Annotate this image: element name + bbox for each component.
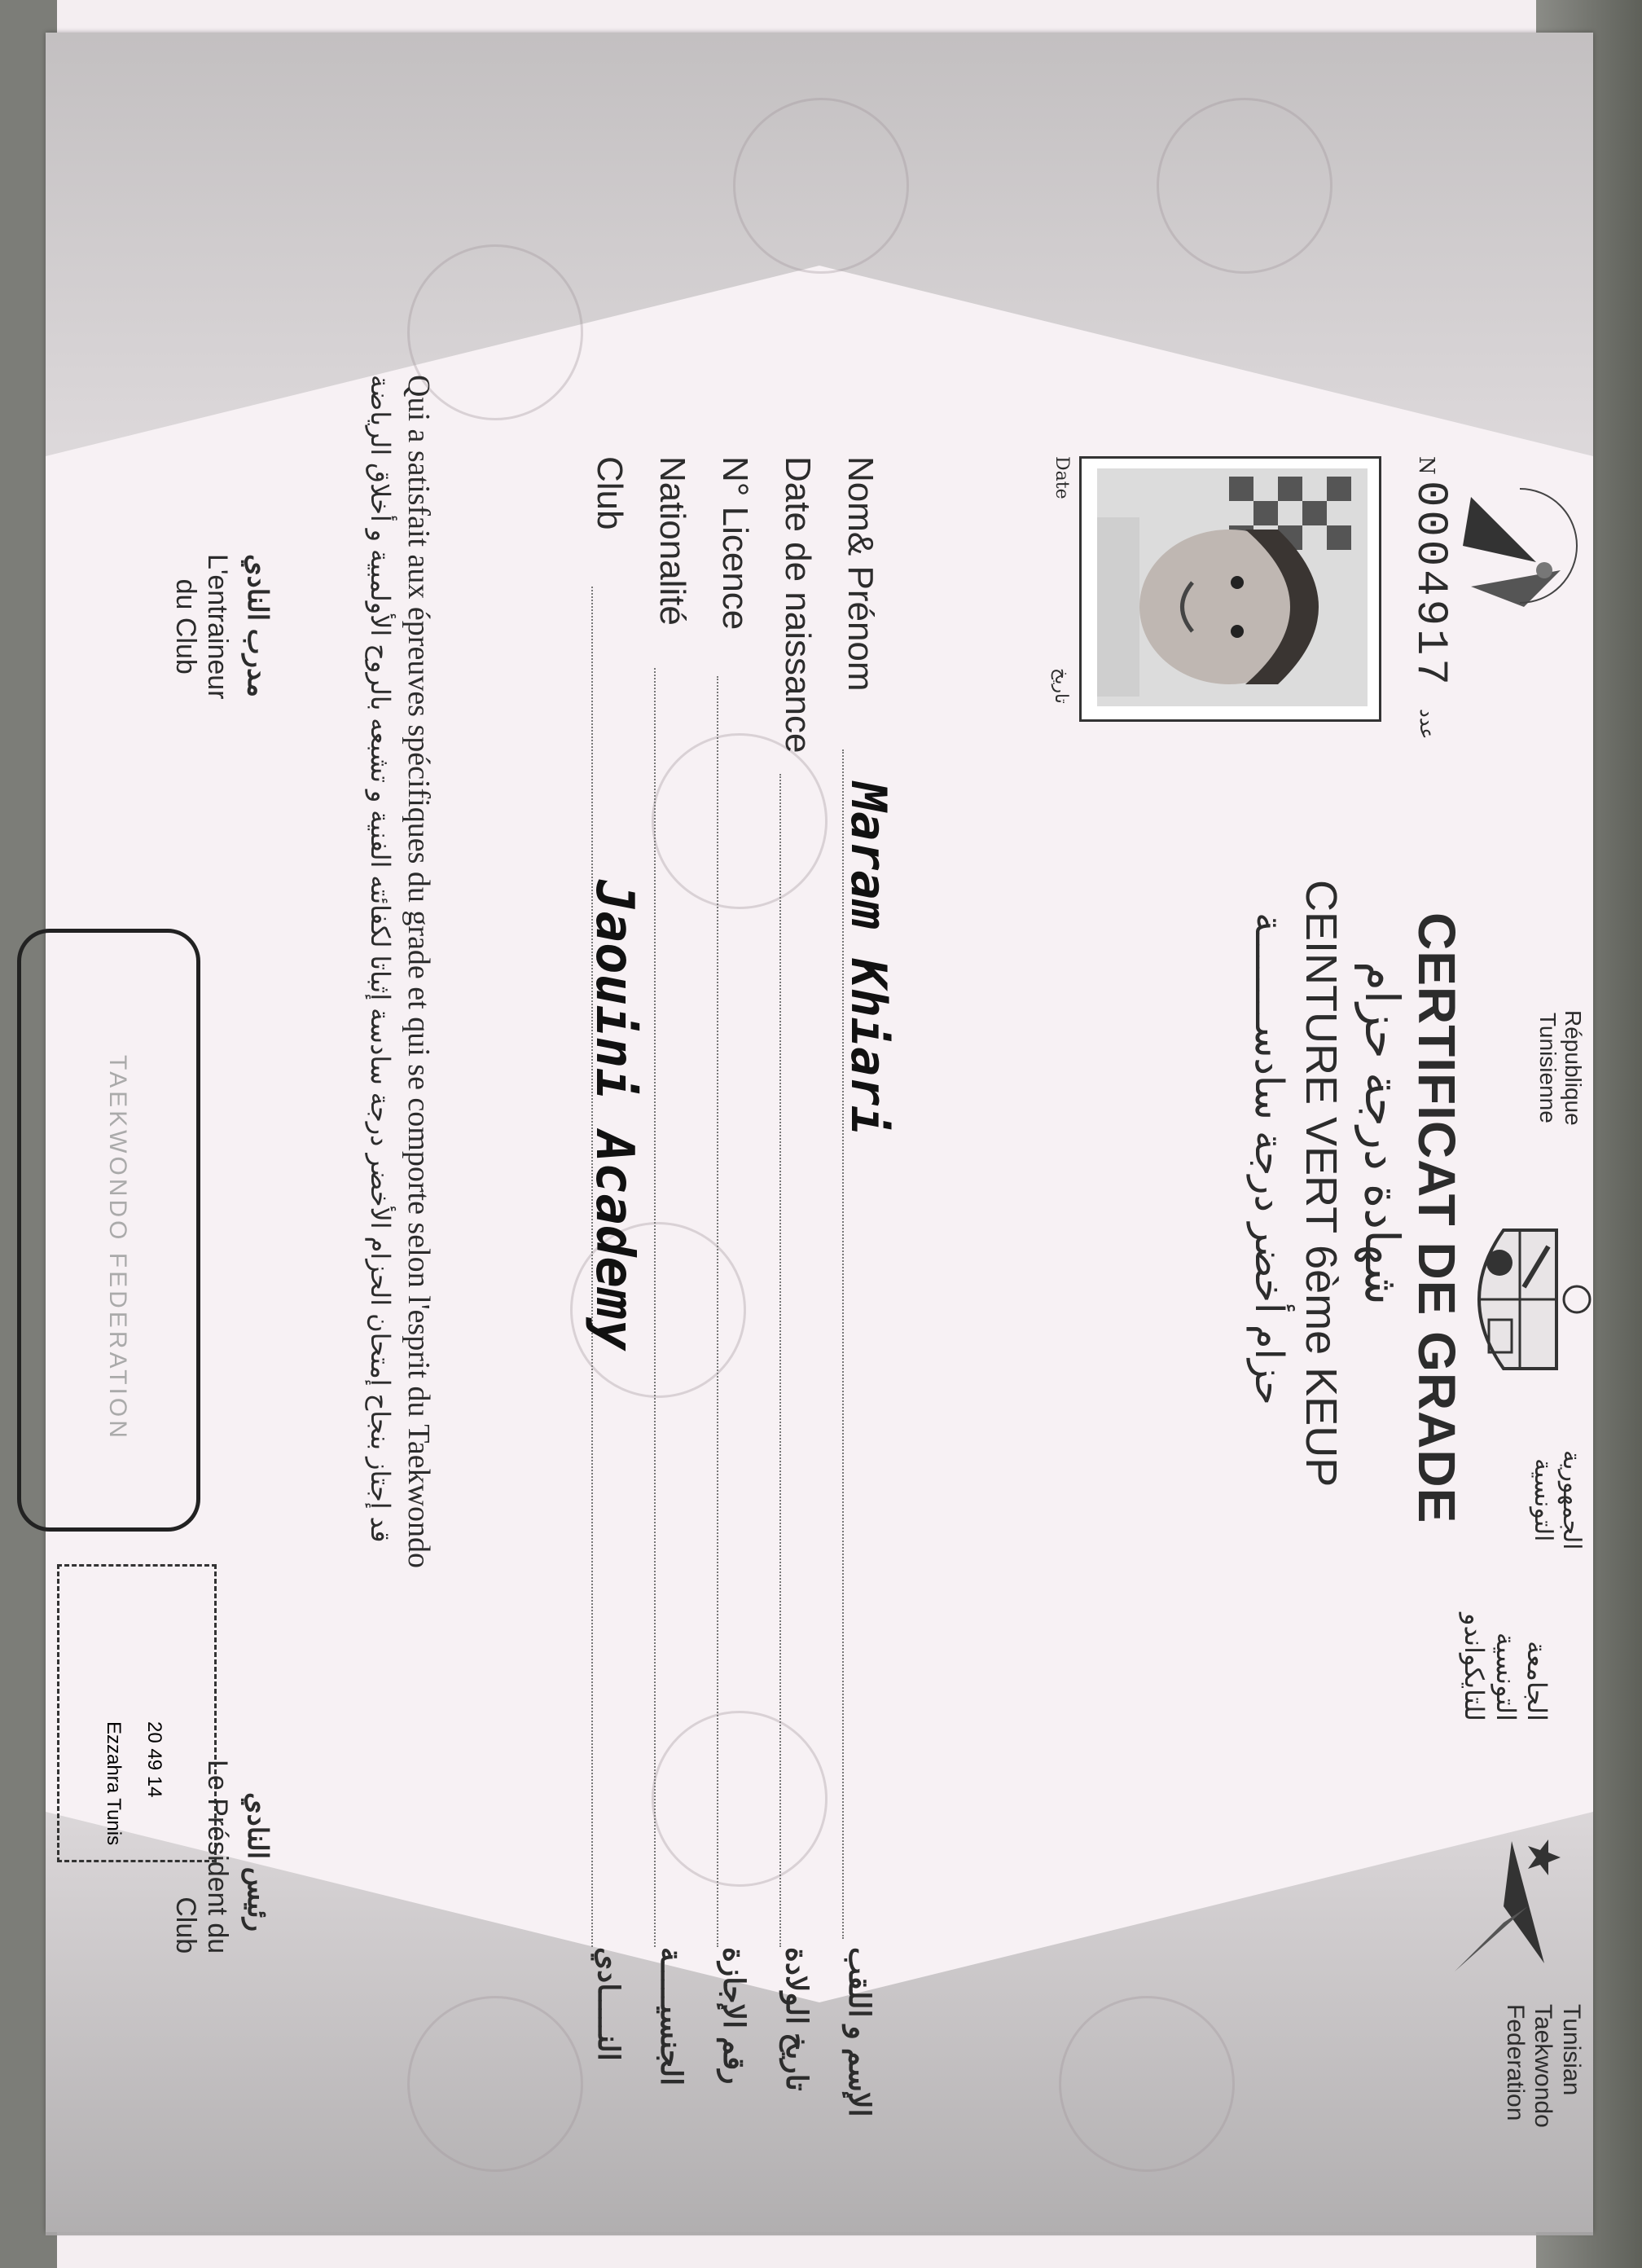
field-label-licence-ar: رقم الإجازة <box>718 1947 751 2085</box>
federation-en: Tunisian Taekwondo Federation <box>1502 2004 1585 2128</box>
field-label-nationality: Nationalité <box>652 456 692 626</box>
federation-logo <box>1447 1825 1577 1988</box>
serial-label: N <box>1414 456 1438 475</box>
certificate-title: CERTIFICAT DE GRADE <box>1407 912 1466 1524</box>
field-label-birthdate: Date de naissance <box>778 456 818 754</box>
belt-grade: CEINTURE VERT 6ème KEUP <box>1297 880 1346 1488</box>
watermark-circle <box>1157 98 1332 274</box>
club-stamp: 20 49 14 Ezzahra Tunis <box>57 1564 217 1862</box>
coach-label: L'entraineur du Club <box>169 554 233 700</box>
watermark-circle <box>1059 1996 1235 2172</box>
field-label-licence: N° Licence <box>715 456 755 631</box>
field-label-nationality-ar: الجنسيـــــة <box>655 1947 688 2086</box>
serial-label-ar: عدد <box>1416 709 1438 740</box>
federation-ar: الجامعة التونسية للتايكواندو <box>1460 1613 1552 1721</box>
field-line <box>779 774 781 1947</box>
student-photo <box>1079 456 1381 722</box>
field-label-club: Club <box>590 456 630 530</box>
belt-grade-ar: حزام أخضر درجة سادســــــــة <box>1247 912 1290 1405</box>
world-taekwondo-logo <box>1447 472 1593 619</box>
statement-ar: قد إجتاز بنجاح إمتحان الحزام الأخضر درجة سادسة إثباتا لكفائته الفنية و تشبعه بالروح الأولمبية و أخلاق الرياضة <box>366 375 395 1543</box>
field-line <box>654 668 656 1947</box>
republic-ar: الجمهورية التونسية <box>1530 1450 1585 1550</box>
watermark-circle <box>652 733 828 909</box>
federation-stamp-box: TAEKWONDO FEDERATION <box>17 929 200 1532</box>
date-label: Date <box>1051 456 1072 499</box>
coach-label-ar: مدرب النادي <box>242 554 273 698</box>
field-value-name: Maram Khiari <box>840 782 897 1136</box>
field-value-club: Jaouini Academy <box>584 880 644 1351</box>
field-label-club-ar: النـــــادي <box>592 1947 626 2061</box>
date-label-ar: تاريخ <box>1051 668 1072 704</box>
field-label-birthdate-ar: تاريخ الولادة <box>780 1947 814 2091</box>
serial-number: 0004917 <box>1405 481 1455 688</box>
republic-fr: République Tunisienne <box>1535 1010 1586 1126</box>
statement: Qui a satisfait aux épreuves spécifiques du grade et qui se comporte selon l'esprit du Taekwondo <box>402 375 436 1569</box>
field-label-name-ar: الإسم و اللقب <box>843 1947 876 2117</box>
president-label: Le Président du Club <box>170 1760 233 1954</box>
tunisia-coat-of-arms <box>1455 1206 1593 1393</box>
certificate-title-ar: شهادة درجة حزام <box>1355 961 1408 1306</box>
field-label-name: Nom& Prénom <box>841 456 880 692</box>
watermark-circle <box>652 1711 828 1887</box>
watermark-circle <box>407 1996 583 2172</box>
field-line <box>717 676 718 1947</box>
watermark-circle <box>733 98 909 274</box>
president-label-ar: رئيس النادي <box>242 1792 273 1932</box>
